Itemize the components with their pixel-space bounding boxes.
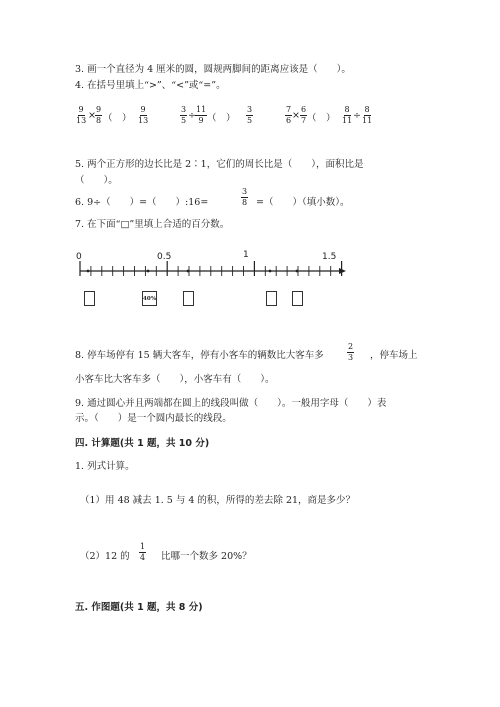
fraction: $\frac{7}{6}$ (286, 105, 292, 125)
section-5-title: 五. 作图题(共 1 题，共 8 分) (75, 602, 203, 613)
question-9-cont: 示。（ ）是一个圆内最长的线段。 (75, 413, 232, 424)
question-3: 3. 画一个直径为 4 厘米的圆，圆规两脚间的距离应该是（ ）。 (75, 64, 351, 75)
fraction: $\frac{9}{13}$ (76, 105, 87, 125)
answer-box[interactable] (84, 291, 95, 306)
answer-blank[interactable]: （ ） (207, 113, 236, 124)
fraction: $\frac{1}{4}$ (140, 542, 146, 562)
fraction: $\frac{2}{3}$ (348, 342, 354, 362)
number-line-point (147, 270, 150, 273)
tick-label-0: 0 (76, 252, 82, 262)
fraction: $\frac{9}{8}$ (96, 105, 102, 125)
fraction: $\frac{8}{11}$ (362, 105, 373, 125)
tick-label-0-5: 0.5 (157, 252, 172, 262)
tick-label-1-5: 1.5 (322, 252, 337, 262)
fraction: $\frac{3}{8}$ (242, 187, 248, 207)
fraction: $\frac{11}{9}$ (196, 105, 207, 125)
fraction: $\frac{6}{7}$ (301, 105, 307, 125)
fraction: $\frac{3}{5}$ (181, 105, 187, 125)
sub-question-1: （1）用 48 减去 1. 5 与 4 的积，所得的差去除 21，商是多少？ (80, 495, 356, 506)
answer-blank[interactable]: （ ） (307, 113, 336, 124)
question-4: 4. 在括号里填上“>”、“<”或“=”。 (75, 80, 226, 91)
section-4-title: 四. 计算题(共 1 题，共 10 分) (75, 438, 210, 449)
number-line-point (87, 270, 90, 273)
fraction: $\frac{9}{13}$ (138, 105, 149, 125)
answer-box[interactable] (292, 291, 303, 306)
tick-label-1: 1 (243, 250, 249, 260)
fraction: $\frac{3}{5}$ (247, 105, 253, 125)
section-4-question-1: 1. 列式计算。 (75, 461, 135, 472)
number-line-point (187, 270, 190, 273)
question-5-cont: （ ）。 (75, 175, 118, 186)
number-line-point (296, 270, 299, 273)
number-line-ticks (80, 261, 342, 276)
answer-box[interactable] (266, 291, 277, 306)
answer-box-filled[interactable]: 40% (142, 291, 157, 306)
question-7: 7. 在下面“□”里填上合适的百分数。 (75, 219, 230, 230)
answer-box[interactable] (183, 291, 194, 306)
answer-blank[interactable]: （ ） (103, 113, 132, 124)
number-line-point (269, 270, 272, 273)
question-5: 5. 两个正方形的边长比是 2∶1，它们的周长比是（ ），面积比是 (75, 159, 364, 170)
fraction: $\frac{8}{11}$ (342, 105, 353, 125)
question-9: 9. 通过圆心并且两端都在圆上的线段叫做（ ）。一般用字母（ ）表 (75, 398, 387, 409)
